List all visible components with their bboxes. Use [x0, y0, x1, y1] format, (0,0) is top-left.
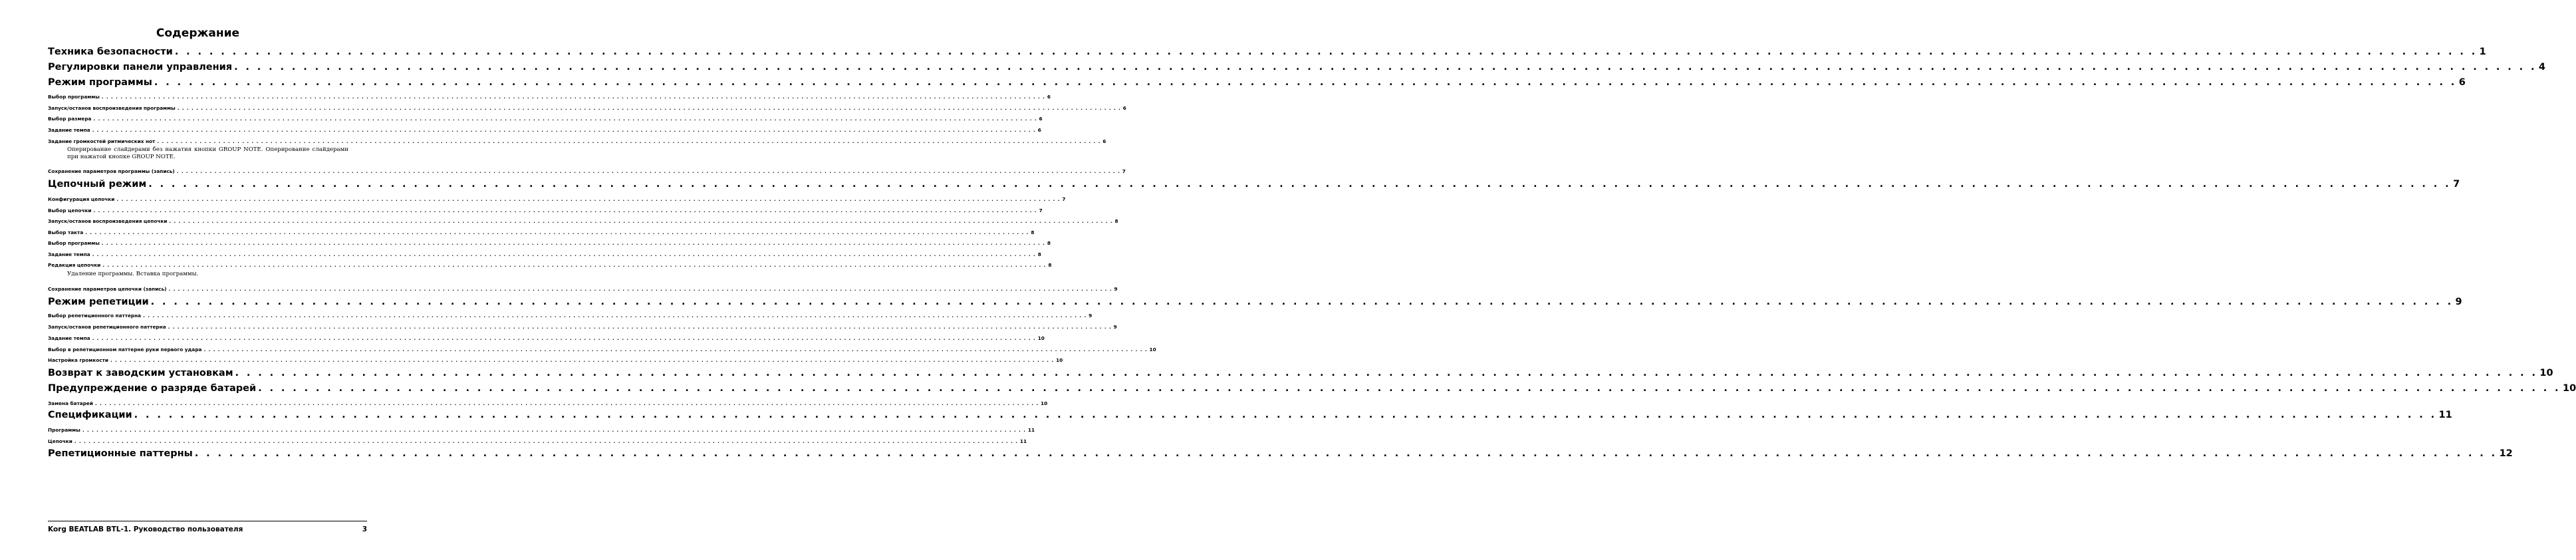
toc-entry-label: Выбор размера: [48, 116, 92, 122]
dot-leader: . . . . . . . . . . . . . . . . . . . . . . . . . . . . . . . . . . . . . . . . . . . . . . . . . . . . . . . . . . . . . . . . . . . . . . . . . . . . . . . . . . . . . . . . . . . . . . . . . . . . . . . . . . . . . . . . . . . . . . . . . . . . . . . . . . . . . . . . . . . . . . . . . . . . . . . . . . . . . . . . . . . . . . . . . . . . . . . . . . . . . . . . . . . . . . . . . . . . . . . .: [93, 116, 1037, 122]
toc-entry-page: 8: [1037, 251, 1041, 257]
dot-leader: . . . . . . . . . . . . . . . . . . . . . . . . . . . . . . . . . . . . . . . . . . . . . . . . . . . . . . . . . . . . . . . . . . . . . . . . . . . . . . . . . . . . . . . . . . . . . . . . . . . . . . . . . . . . . . . . . . . . . . . . . . . . . . . . . . . . . . . . . . . . . . . . . . . . . . . . . . . . . . . . . . . . . . . . . . . . . . . . . . . . . . . . . . . . . . . . . . . . . . . .: [85, 229, 1029, 235]
page-title: Содержание: [156, 27, 240, 40]
toc-subsection[interactable]: [48, 357, 1063, 363]
toc-entry-label: Выбор в репетиционном паттерне руки первого удара: [48, 347, 202, 352]
dot-leader: . . . . . . . . . . . . . . . . . . . . . . . . . . . . . . . . . . . . . . . . . . . . . . . . . . . . . . . . . . . . . . . . . . . . . . . . . . . . . . . . . . . . . . . . . . . . . . . . . . . . . . . . . . . . . . . . . . . . . . . . . . . . . . . . . . . . . . . . . . . . . . . . . . . . . . . . . . . . . . . . . . . . . . . . . . . . . . . . . . . . . . . . . . . . . . . . . . . . . . . .: [102, 262, 1047, 268]
dot-leader: . . . . . . . . . . . . . . . . . . . . . . . . . . . . . . . . . . . . . . . . . . . . . . . . . . . . . . . . . . . . . . . . . . . . . . . . . . . . . . . . . . . . . . . . . . . . . . . . . . . . . . . . . . . . . . . . . . . . . . . . . . . . . . . . . . . . . . . . . . . . . . . . . . . . . . . . . . . . . . . . . . . . . . . . . . . . . . . . . . . . . . . . . . . . . . . . . . . . . . . .: [258, 383, 2561, 394]
toc-note: Оперирование слайдерами без нажатия кнопки GROUP NOTE. Оперирование слайдерами при нажатой кнопке GROUP NOTE.: [67, 146, 348, 160]
toc-entry-page: 6: [1122, 105, 1126, 111]
toc-entry-label: Возврат к заводским установкам: [48, 368, 233, 378]
toc-section[interactable]: [48, 448, 2513, 459]
toc-entry-page: 6: [1102, 138, 1106, 144]
toc-subsection[interactable]: [48, 218, 1118, 224]
dot-leader: . . . . . . . . . . . . . . . . . . . . . . . . . . . . . . . . . . . . . . . . . . . . . . . . . . . . . . . . . . . . . . . . . . . . . . . . . . . . . . . . . . . . . . . . . . . . . . . . . . . . . . . . . . . . . . . . . . . . . . . . . . . . . . . . . . . . . . . . . . . . . . . . . . . . . . . . . . . . . . . . . . . . . . . . . . . . . . . . . . . . . . . . . . . . . . . . . . . . . . . .: [110, 357, 1055, 363]
toc-entry-page: 8: [1114, 218, 1118, 224]
toc-subsection[interactable]: [48, 251, 1041, 257]
toc-entry-page: 11: [1027, 427, 1035, 433]
toc-subsection[interactable]: [48, 438, 1027, 444]
toc-subsection[interactable]: [48, 105, 1126, 111]
toc-entry-page: 8: [1048, 262, 1052, 268]
toc-section[interactable]: [48, 383, 2576, 394]
table-of-contents: [48, 0, 2576, 560]
dot-leader: . . . . . . . . . . . . . . . . . . . . . . . . . . . . . . . . . . . . . . . . . . . . . . . . . . . . . . . . . . . . . . . . . . . . . . . . . . . . . . . . . . . . . . . . . . . . . . . . . . . . . . . . . . . . . . . . . . . . . . . . . . . . . . . . . . . . . . . . . . . . . . . . . . . . . . . . . . . . . . . . . . . . . . . . . . . . . . . . . . . . . . . . . . . . . . . . . . . . . . . .: [177, 105, 1121, 111]
toc-section[interactable]: [48, 297, 2462, 307]
toc-subsection[interactable]: [48, 127, 1041, 133]
toc-subsection[interactable]: [48, 286, 1118, 292]
page-footer: [48, 525, 367, 533]
toc-entry-label: Настройка громкости: [48, 357, 108, 363]
toc-entry-page: 1: [2479, 47, 2486, 57]
toc-entry-page: 10: [1056, 357, 1063, 363]
toc-entry-label: Сохранение параметров цепочки (запись): [48, 286, 167, 292]
toc-entry-label: Спецификации: [48, 410, 132, 420]
toc-section[interactable]: [48, 47, 2486, 57]
toc-entry-label: Запуск/останов воспроизведения цепочки: [48, 218, 168, 224]
toc-entry-page: 8: [1047, 240, 1051, 246]
dot-leader: . . . . . . . . . . . . . . . . . . . . . . . . . . . . . . . . . . . . . . . . . . . . . . . . . . . . . . . . . . . . . . . . . . . . . . . . . . . . . . . . . . . . . . . . . . . . . . . . . . . . . . . . . . . . . . . . . . . . . . . . . . . . . . . . . . . . . . . . . . . . . . . . . . . . . . . . . . . . . . . . . . . . . . . . . . . . . . . . . . . . . . . . . . . . . . . . . . . . . . . .: [194, 448, 2498, 459]
dot-leader: . . . . . . . . . . . . . . . . . . . . . . . . . . . . . . . . . . . . . . . . . . . . . . . . . . . . . . . . . . . . . . . . . . . . . . . . . . . . . . . . . . . . . . . . . . . . . . . . . . . . . . . . . . . . . . . . . . . . . . . . . . . . . . . . . . . . . . . . . . . . . . . . . . . . . . . . . . . . . . . . . . . . . . . . . . . . . . . . . . . . . . . . . . . . . . . . . . . . . . . .: [176, 168, 1120, 174]
toc-entry-label: Конфигурация цепочки: [48, 196, 115, 202]
toc-entry-label: Запуск/останов воспроизведения программы: [48, 105, 176, 111]
dot-leader: . . . . . . . . . . . . . . . . . . . . . . . . . . . . . . . . . . . . . . . . . . . . . . . . . . . . . . . . . . . . . . . . . . . . . . . . . . . . . . . . . . . . . . . . . . . . . . . . . . . . . . . . . . . . . . . . . . . . . . . . . . . . . . . . . . . . . . . . . . . . . . . . . . . . . . . . . . . . . . . . . . . . . . . . . . . . . . . . . . . . . . . . . . . . . . . . . . . . . . . .: [157, 138, 1101, 144]
toc-entry-label: Задание темпа: [48, 335, 90, 341]
toc-entry-page: 6: [1039, 116, 1043, 122]
dot-leader: . . . . . . . . . . . . . . . . . . . . . . . . . . . . . . . . . . . . . . . . . . . . . . . . . . . . . . . . . . . . . . . . . . . . . . . . . . . . . . . . . . . . . . . . . . . . . . . . . . . . . . . . . . . . . . . . . . . . . . . . . . . . . . . . . . . . . . . . . . . . . . . . . . . . . . . . . . . . . . . . . . . . . . . . . . . . . . . . . . . . . . . . . . . . . . . . . . . . . . . .: [94, 400, 1039, 406]
dot-leader: . . . . . . . . . . . . . . . . . . . . . . . . . . . . . . . . . . . . . . . . . . . . . . . . . . . . . . . . . . . . . . . . . . . . . . . . . . . . . . . . . . . . . . . . . . . . . . . . . . . . . . . . . . . . . . . . . . . . . . . . . . . . . . . . . . . . . . . . . . . . . . . . . . . . . . . . . . . . . . . . . . . . . . . . . . . . . . . . . . . . . . . . . . . . . . . . . . . . . . . .: [92, 335, 1036, 341]
toc-subsection[interactable]: [48, 427, 1035, 433]
footer-title: Korg BEATLAB BTL-1. Руководство пользователя: [48, 525, 243, 533]
toc-entry-label: Запуск/останов репетиционного паттерна: [48, 324, 166, 330]
toc-subsection[interactable]: [48, 208, 1043, 213]
dot-leader: . . . . . . . . . . . . . . . . . . . . . . . . . . . . . . . . . . . . . . . . . . . . . . . . . . . . . . . . . . . . . . . . . . . . . . . . . . . . . . . . . . . . . . . . . . . . . . . . . . . . . . . . . . . . . . . . . . . . . . . . . . . . . . . . . . . . . . . . . . . . . . . . . . . . . . . . . . . . . . . . . . . . . . . . . . . . . . . . . . . . . . . . . . . . . . . . . . . . . . . .: [92, 251, 1036, 257]
dot-leader: . . . . . . . . . . . . . . . . . . . . . . . . . . . . . . . . . . . . . . . . . . . . . . . . . . . . . . . . . . . . . . . . . . . . . . . . . . . . . . . . . . . . . . . . . . . . . . . . . . . . . . . . . . . . . . . . . . . . . . . . . . . . . . . . . . . . . . . . . . . . . . . . . . . . . . . . . . . . . . . . . . . . . . . . . . . . . . . . . . . . . . . . . . . . . . . . . . . . . . . .: [168, 286, 1112, 292]
dot-leader: . . . . . . . . . . . . . . . . . . . . . . . . . . . . . . . . . . . . . . . . . . . . . . . . . . . . . . . . . . . . . . . . . . . . . . . . . . . . . . . . . . . . . . . . . . . . . . . . . . . . . . . . . . . . . . . . . . . . . . . . . . . . . . . . . . . . . . . . . . . . . . . . . . . . . . . . . . . . . . . . . . . . . . . . . . . . . . . . . . . . . . . . . . . . . . . . . . . . . . . .: [92, 127, 1036, 133]
toc-entry-page: 9: [1114, 286, 1118, 292]
dot-leader: . . . . . . . . . . . . . . . . . . . . . . . . . . . . . . . . . . . . . . . . . . . . . . . . . . . . . . . . . . . . . . . . . . . . . . . . . . . . . . . . . . . . . . . . . . . . . . . . . . . . . . . . . . . . . . . . . . . . . . . . . . . . . . . . . . . . . . . . . . . . . . . . . . . . . . . . . . . . . . . . . . . . . . . . . . . . . . . . . . . . . . . . . . . . . . . . . . . . . . . .: [143, 313, 1087, 319]
toc-subsection[interactable]: [48, 116, 1043, 122]
toc-entry-page: 10: [2539, 368, 2553, 378]
toc-section[interactable]: [48, 410, 2452, 420]
toc-note: Удаление программы. Вставка программы.: [67, 271, 199, 277]
toc-entry-page: 11: [1019, 438, 1027, 444]
toc-subsection[interactable]: [48, 240, 1051, 246]
toc-entry-page: 10: [1037, 335, 1045, 341]
toc-subsection[interactable]: [48, 94, 1051, 100]
dot-leader: . . . . . . . . . . . . . . . . . . . . . . . . . . . . . . . . . . . . . . . . . . . . . . . . . . . . . . . . . . . . . . . . . . . . . . . . . . . . . . . . . . . . . . . . . . . . . . . . . . . . . . . . . . . . . . . . . . . . . . . . . . . . . . . . . . . . . . . . . . . . . . . . . . . . . . . . . . . . . . . . . . . . . . . . . . . . . . . . . . . . . . . . . . . . . . . . . . . . . . . .: [74, 438, 1018, 444]
toc-entry-page: 10: [1041, 400, 1048, 406]
toc-entry-label: Регулировки панели управления: [48, 62, 233, 72]
dot-leader: . . . . . . . . . . . . . . . . . . . . . . . . . . . . . . . . . . . . . . . . . . . . . . . . . . . . . . . . . . . . . . . . . . . . . . . . . . . . . . . . . . . . . . . . . . . . . . . . . . . . . . . . . . . . . . . . . . . . . . . . . . . . . . . . . . . . . . . . . . . . . . . . . . . . . . . . . . . . . . . . . . . . . . . . . . . . . . . . . . . . . . . . . . . . . . . . . . . . . . . .: [234, 62, 2537, 72]
dot-leader: . . . . . . . . . . . . . . . . . . . . . . . . . . . . . . . . . . . . . . . . . . . . . . . . . . . . . . . . . . . . . . . . . . . . . . . . . . . . . . . . . . . . . . . . . . . . . . . . . . . . . . . . . . . . . . . . . . . . . . . . . . . . . . . . . . . . . . . . . . . . . . . . . . . . . . . . . . . . . . . . . . . . . . . . . . . . . . . . . . . . . . . . . . . . . . . . . . . . . . . .: [116, 196, 1061, 202]
toc-entry-page: 9: [2455, 297, 2462, 307]
toc-subsection[interactable]: [48, 196, 1066, 202]
toc-subsection[interactable]: [48, 138, 1106, 144]
toc-subsection[interactable]: [48, 400, 1048, 406]
toc-entry-label: Цепочки: [48, 438, 72, 444]
dot-leader: . . . . . . . . . . . . . . . . . . . . . . . . . . . . . . . . . . . . . . . . . . . . . . . . . . . . . . . . . . . . . . . . . . . . . . . . . . . . . . . . . . . . . . . . . . . . . . . . . . . . . . . . . . . . . . . . . . . . . . . . . . . . . . . . . . . . . . . . . . . . . . . . . . . . . . . . . . . . . . . . . . . . . . . . . . . . . . . . . . . . . . . . . . . . . . . . . . . . . . . .: [169, 218, 1113, 224]
dot-leader: . . . . . . . . . . . . . . . . . . . . . . . . . . . . . . . . . . . . . . . . . . . . . . . . . . . . . . . . . . . . . . . . . . . . . . . . . . . . . . . . . . . . . . . . . . . . . . . . . . . . . . . . . . . . . . . . . . . . . . . . . . . . . . . . . . . . . . . . . . . . . . . . . . . . . . . . . . . . . . . . . . . . . . . . . . . . . . . . . . . . . . . . . . . . . . . . . . . . . . . .: [174, 47, 2478, 57]
toc-entry-page: 7: [1122, 168, 1126, 174]
toc-entry-label: Режим репетиции: [48, 297, 149, 307]
toc-entry-label: Техника безопасности: [48, 47, 173, 57]
dot-leader: . . . . . . . . . . . . . . . . . . . . . . . . . . . . . . . . . . . . . . . . . . . . . . . . . . . . . . . . . . . . . . . . . . . . . . . . . . . . . . . . . . . . . . . . . . . . . . . . . . . . . . . . . . . . . . . . . . . . . . . . . . . . . . . . . . . . . . . . . . . . . . . . . . . . . . . . . . . . . . . . . . . . . . . . . . . . . . . . . . . . . . . . . . . . . . . . . . . . . . . .: [203, 347, 1148, 352]
dot-leader: . . . . . . . . . . . . . . . . . . . . . . . . . . . . . . . . . . . . . . . . . . . . . . . . . . . . . . . . . . . . . . . . . . . . . . . . . . . . . . . . . . . . . . . . . . . . . . . . . . . . . . . . . . . . . . . . . . . . . . . . . . . . . . . . . . . . . . . . . . . . . . . . . . . . . . . . . . . . . . . . . . . . . . . . . . . . . . . . . . . . . . . . . . . . . . . . . . . . . . . .: [235, 368, 2538, 378]
toc-entry-label: Режим программы: [48, 77, 152, 88]
toc-entry-label: Задание темпа: [48, 127, 90, 133]
dot-leader: . . . . . . . . . . . . . . . . . . . . . . . . . . . . . . . . . . . . . . . . . . . . . . . . . . . . . . . . . . . . . . . . . . . . . . . . . . . . . . . . . . . . . . . . . . . . . . . . . . . . . . . . . . . . . . . . . . . . . . . . . . . . . . . . . . . . . . . . . . . . . . . . . . . . . . . . . . . . . . . . . . . . . . . . . . . . . . . . . . . . . . . . . . . . . . . . . . . . . . . .: [168, 324, 1112, 330]
toc-entry-label: Выбор репетиционного паттерна: [48, 313, 142, 319]
dot-leader: . . . . . . . . . . . . . . . . . . . . . . . . . . . . . . . . . . . . . . . . . . . . . . . . . . . . . . . . . . . . . . . . . . . . . . . . . . . . . . . . . . . . . . . . . . . . . . . . . . . . . . . . . . . . . . . . . . . . . . . . . . . . . . . . . . . . . . . . . . . . . . . . . . . . . . . . . . . . . . . . . . . . . . . . . . . . . . . . . . . . . . . . . . . . . . . . . . . . . . . .: [134, 410, 2437, 420]
toc-section[interactable]: [48, 77, 2466, 88]
toc-entry-page: 7: [1062, 196, 1066, 202]
toc-entry-page: 10: [1149, 347, 1156, 352]
dot-leader: . . . . . . . . . . . . . . . . . . . . . . . . . . . . . . . . . . . . . . . . . . . . . . . . . . . . . . . . . . . . . . . . . . . . . . . . . . . . . . . . . . . . . . . . . . . . . . . . . . . . . . . . . . . . . . . . . . . . . . . . . . . . . . . . . . . . . . . . . . . . . . . . . . . . . . . . . . . . . . . . . . . . . . . . . . . . . . . . . . . . . . . . . . . . . . . . . . . . . . . .: [93, 208, 1037, 213]
toc-entry-label: Сохранение параметров программы (запись): [48, 168, 175, 174]
toc-entry-page: 8: [1031, 229, 1035, 235]
dot-leader: . . . . . . . . . . . . . . . . . . . . . . . . . . . . . . . . . . . . . . . . . . . . . . . . . . . . . . . . . . . . . . . . . . . . . . . . . . . . . . . . . . . . . . . . . . . . . . . . . . . . . . . . . . . . . . . . . . . . . . . . . . . . . . . . . . . . . . . . . . . . . . . . . . . . . . . . . . . . . . . . . . . . . . . . . . . . . . . . . . . . . . . . . . . . . . . . . . . . . . . .: [148, 179, 2452, 190]
toc-entry-page: 11: [2438, 410, 2452, 420]
toc-section[interactable]: [48, 62, 2546, 72]
toc-section[interactable]: [48, 368, 2553, 378]
toc-entry-label: Программы: [48, 427, 80, 433]
toc-subsection[interactable]: [48, 168, 1126, 174]
toc-entry-label: Репетиционные паттерны: [48, 448, 193, 459]
toc-entry-label: Редакция цепочки: [48, 262, 101, 268]
dot-leader: . . . . . . . . . . . . . . . . . . . . . . . . . . . . . . . . . . . . . . . . . . . . . . . . . . . . . . . . . . . . . . . . . . . . . . . . . . . . . . . . . . . . . . . . . . . . . . . . . . . . . . . . . . . . . . . . . . . . . . . . . . . . . . . . . . . . . . . . . . . . . . . . . . . . . . . . . . . . . . . . . . . . . . . . . . . . . . . . . . . . . . . . . . . . . . . . . . . . . . . .: [154, 77, 2457, 88]
toc-entry-page: 6: [2458, 77, 2466, 88]
toc-entry-label: Выбор программы: [48, 94, 100, 100]
dot-leader: . . . . . . . . . . . . . . . . . . . . . . . . . . . . . . . . . . . . . . . . . . . . . . . . . . . . . . . . . . . . . . . . . . . . . . . . . . . . . . . . . . . . . . . . . . . . . . . . . . . . . . . . . . . . . . . . . . . . . . . . . . . . . . . . . . . . . . . . . . . . . . . . . . . . . . . . . . . . . . . . . . . . . . . . . . . . . . . . . . . . . . . . . . . . . . . . . . . . . . . .: [82, 427, 1026, 433]
toc-subsection[interactable]: [48, 313, 1093, 319]
toc-entry-page: 4: [2538, 62, 2546, 72]
toc-subsection[interactable]: [48, 262, 1052, 268]
toc-entry-page: 9: [1089, 313, 1093, 319]
toc-entry-page: 7: [2453, 179, 2460, 190]
toc-subsection[interactable]: [48, 324, 1117, 330]
toc-entry-label: Задание темпа: [48, 251, 90, 257]
toc-entry-page: 7: [1039, 208, 1043, 213]
dot-leader: . . . . . . . . . . . . . . . . . . . . . . . . . . . . . . . . . . . . . . . . . . . . . . . . . . . . . . . . . . . . . . . . . . . . . . . . . . . . . . . . . . . . . . . . . . . . . . . . . . . . . . . . . . . . . . . . . . . . . . . . . . . . . . . . . . . . . . . . . . . . . . . . . . . . . . . . . . . . . . . . . . . . . . . . . . . . . . . . . . . . . . . . . . . . . . . . . . . . . . . .: [101, 94, 1045, 100]
toc-entry-page: 6: [1037, 127, 1041, 133]
toc-entry-page: 10: [2562, 383, 2576, 394]
toc-entry-label: Замена батарей: [48, 400, 93, 406]
dot-leader: . . . . . . . . . . . . . . . . . . . . . . . . . . . . . . . . . . . . . . . . . . . . . . . . . . . . . . . . . . . . . . . . . . . . . . . . . . . . . . . . . . . . . . . . . . . . . . . . . . . . . . . . . . . . . . . . . . . . . . . . . . . . . . . . . . . . . . . . . . . . . . . . . . . . . . . . . . . . . . . . . . . . . . . . . . . . . . . . . . . . . . . . . . . . . . . . . . . . . . . .: [101, 240, 1045, 246]
toc-entry-label: Выбор такта: [48, 229, 84, 235]
toc-entry-page: 12: [2499, 448, 2513, 459]
toc-subsection[interactable]: [48, 347, 1156, 352]
toc-section[interactable]: [48, 179, 2460, 190]
toc-entry-label: Выбор цепочки: [48, 208, 92, 213]
toc-entry-label: Выбор программы: [48, 240, 100, 246]
footer-page-number: 3: [362, 525, 367, 533]
toc-entry-page: 9: [1113, 324, 1117, 330]
toc-entry-label: Задание громкостей ритмических нот: [48, 138, 156, 144]
toc-subsection[interactable]: [48, 229, 1035, 235]
dot-leader: . . . . . . . . . . . . . . . . . . . . . . . . . . . . . . . . . . . . . . . . . . . . . . . . . . . . . . . . . . . . . . . . . . . . . . . . . . . . . . . . . . . . . . . . . . . . . . . . . . . . . . . . . . . . . . . . . . . . . . . . . . . . . . . . . . . . . . . . . . . . . . . . . . . . . . . . . . . . . . . . . . . . . . . . . . . . . . . . . . . . . . . . . . . . . . . . . . . . . . . .: [150, 297, 2454, 307]
toc-subsection[interactable]: [48, 335, 1045, 341]
toc-entry-page: 6: [1047, 94, 1051, 100]
toc-entry-label: Предупреждение о разряде батарей: [48, 383, 257, 394]
toc-entry-label: Цепочный режим: [48, 179, 147, 190]
